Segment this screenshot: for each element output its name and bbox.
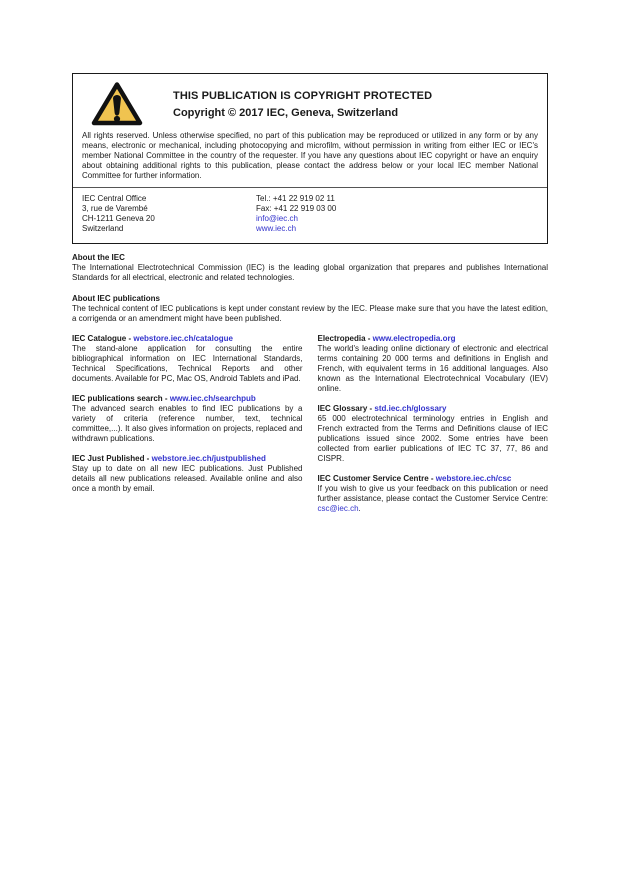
iec-publications-search-link[interactable]: www.iec.ch/searchpub [169, 394, 256, 403]
iec-catalogue-heading [72, 334, 303, 344]
electropedia-link[interactable]: www.electropedia.org [372, 334, 456, 343]
iec-publications-search-title: IEC publications search - [72, 394, 170, 403]
info-columns [72, 334, 548, 524]
copyright-year-line: Copyright © 2017 IEC, Geneva, Switzerland [173, 107, 399, 119]
csc-body-prefix: If you wish to give us your feedback on this publication or need further assistance, please contact the Customer Service Centre: [317, 484, 548, 503]
tel-line: Tel.: +41 22 919 02 11 [256, 194, 335, 203]
iec-catalogue-title: IEC Catalogue - [72, 334, 134, 343]
copyright-box-titles [173, 81, 432, 126]
iec-customer-service-link[interactable]: webstore.iec.ch/csc [435, 474, 512, 483]
fax-line: Fax: +41 22 919 03 00 [256, 204, 337, 213]
iec-glossary-section [318, 404, 549, 464]
address-line-country: Switzerland [82, 224, 124, 233]
about-iec-body: The International Electrotechnical Commission (IEC) is the leading global organization that prepares and publishes International Standards for all electrical, electronic and related technologies. [72, 263, 548, 282]
left-column [72, 334, 303, 524]
copyright-protected-title: THIS PUBLICATION IS COPYRIGHT PROTECTED [173, 90, 433, 102]
address-line-street: 3, rue de Varembé [82, 204, 148, 213]
iec-catalogue-link[interactable]: webstore.iec.ch/catalogue [133, 334, 233, 343]
iec-just-published-title: IEC Just Published - [72, 454, 152, 463]
warning-triangle-icon [90, 81, 144, 126]
electropedia-title: Electropedia - [317, 334, 373, 343]
about-iec-section [72, 253, 548, 283]
csc-email-link[interactable]: csc@iec.ch [317, 504, 359, 513]
about-iec-publications-body: The technical content of IEC publications is kept under constant review by the IEC. Please make sure that you have the latest edition, a corrigenda or an amendment might have been published. [72, 304, 548, 323]
iec-customer-service-heading [318, 474, 549, 484]
iec-catalogue-body: The stand-alone application for consulting the entire bibliographical information on IEC International Standards, Technical Specifications, Technical Reports and other documents. Available for PC, Mac OS, Android Tablets and iPad. [72, 344, 303, 383]
iec-glossary-body: 65 000 electrotechnical terminology entries in English and French extracted from the Terms and Definitions clause of IEC publications issued since 2002. Some entries have been collected from earlier publications of IEC TC 37, 77, 86 and CISPR. [317, 414, 548, 463]
iec-contact-block [256, 194, 538, 234]
about-iec-publications-heading: About IEC publications [72, 294, 160, 303]
about-iec-heading: About the IEC [72, 253, 125, 262]
rights-notice-paragraph: All rights reserved. Unless otherwise specified, no part of this publication may be reproduced or utilized in any form or by any means, electronic or mechanical, including photocopying and microfilm, without permission in writing from either IEC or IEC's member National Committee in the country of the requester. If you have any questions about IEC copyright or have an enquiry about obtaining additional rights to this publication, please contact the address below or your local IEC member National Committee for further information. [82, 131, 538, 180]
iec-customer-service-title: IEC Customer Service Centre - [317, 474, 436, 483]
electropedia-heading [318, 334, 549, 344]
iec-glossary-link[interactable]: std.iec.ch/glossary [374, 404, 447, 413]
iec-just-published-link[interactable]: webstore.iec.ch/justpublished [151, 454, 266, 463]
email-link[interactable]: info@iec.ch [256, 214, 298, 223]
iec-just-published-section [72, 454, 303, 494]
csc-body-suffix: . [358, 504, 361, 513]
iec-glossary-heading [318, 404, 549, 414]
copyright-notice-box [72, 73, 548, 244]
iec-address-block [82, 194, 256, 234]
electropedia-section [318, 334, 549, 394]
website-link[interactable]: www.iec.ch [256, 224, 297, 233]
address-contact-row [73, 188, 547, 243]
iec-publications-search-heading [72, 394, 303, 404]
iec-just-published-body: Stay up to date on all new IEC publications. Just Published details all new publications released. Available online and also once a month by email. [72, 464, 303, 493]
iec-customer-service-section [318, 474, 549, 514]
iec-publications-search-body: The advanced search enables to find IEC publications by a variety of criteria (reference number, text, technical committee,...). It also gives information on projects, replaced and withdrawn publications. [72, 404, 303, 443]
copyright-box-header [73, 74, 547, 128]
iec-publications-search-section [72, 394, 303, 444]
iec-just-published-heading [72, 454, 303, 464]
page-content [72, 73, 548, 524]
iec-catalogue-section [72, 334, 303, 384]
iec-customer-service-body [318, 484, 549, 514]
electropedia-body: The world's leading online dictionary of electronic and electrical terms containing 20 000 terms and definitions in English and French, with equivalent terms in 16 additional languages. Also known as the International Electrotechnical Vocabulary (IEV) online. [317, 344, 548, 393]
address-line-city: CH-1211 Geneva 20 [82, 214, 155, 223]
address-line-office: IEC Central Office [82, 194, 147, 203]
iec-glossary-title: IEC Glossary - [317, 404, 375, 413]
about-iec-publications-section [72, 294, 548, 324]
right-column [318, 334, 549, 524]
